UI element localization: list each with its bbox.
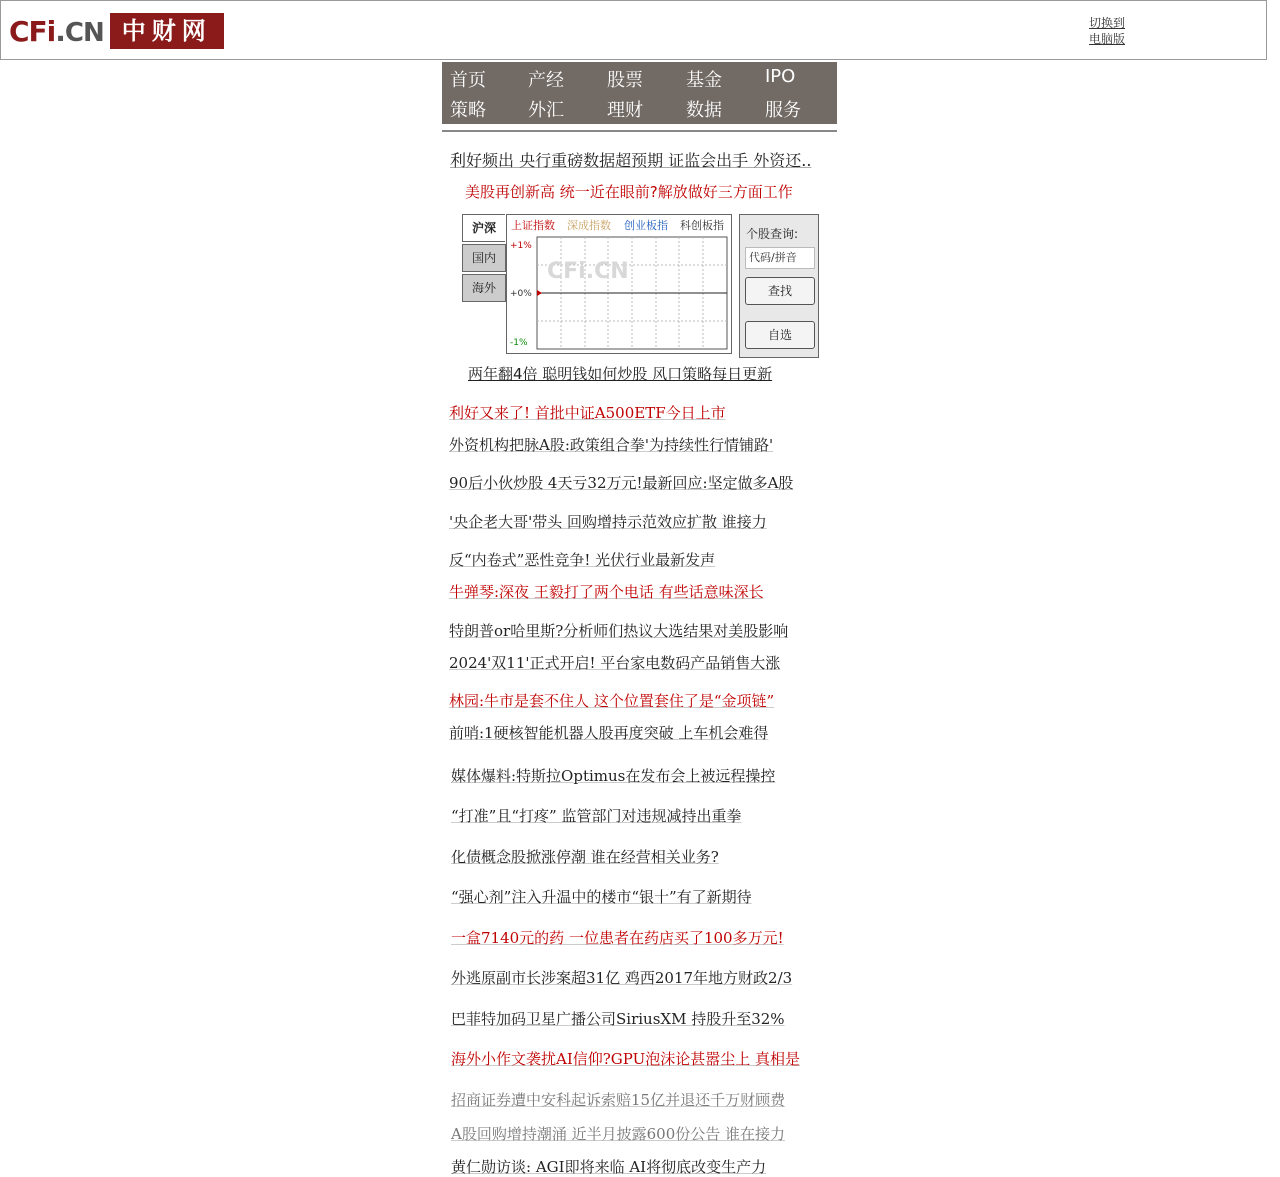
news-item[interactable]: 化债概念股掀涨停潮 谁在经营相关业务? xyxy=(451,848,719,866)
logo-cn: 中财网 xyxy=(110,13,224,49)
stock-query-panel xyxy=(739,214,819,358)
index-chinext-tab[interactable]: 创业板指 xyxy=(624,219,668,232)
headline2-link[interactable]: 美股再创新高 统一近在眼前?解放做好三方面工作 xyxy=(465,183,793,201)
news-item[interactable]: “强心剂”注入升温中的楼市“银十”有了新期待 xyxy=(451,888,752,906)
news-item[interactable]: 牛弹琴:深夜 王毅打了两个电话 有些话意味深长 xyxy=(449,583,764,601)
nav-data[interactable]: 数据 xyxy=(686,100,722,121)
news-item[interactable]: 反“内卷式”恶性竞争! 光伏行业最新发声 xyxy=(449,551,716,569)
y-label-top: +1% xyxy=(510,241,532,251)
chart-plot xyxy=(507,215,731,353)
site-logo[interactable] xyxy=(9,13,224,49)
index-shanghai-tab[interactable]: 上证指数 xyxy=(511,219,555,232)
news-item[interactable]: “打准”且“打疼” 监管部门对违规减持出重拳 xyxy=(451,807,742,825)
nav-divider xyxy=(442,130,837,132)
news-item[interactable]: 2024'双11'正式开启! 平台家电数码产品销售大涨 xyxy=(449,654,781,672)
watchlist-button[interactable]: 自选 xyxy=(745,321,815,349)
logo-en: CFi.CN xyxy=(9,14,104,48)
headline-link[interactable]: 利好频出 央行重磅数据超预期 证监会出手 外资还.. xyxy=(450,151,812,170)
y-label-bottom: -1% xyxy=(510,338,528,348)
tab-domestic[interactable]: 国内 xyxy=(462,244,506,272)
nav-funds[interactable]: 基金 xyxy=(686,70,722,91)
news-item[interactable]: 黄仁勋访谈: AGI即将来临 AI将彻底改变生产力 xyxy=(451,1158,767,1176)
news-item[interactable]: 前哨:1硬核智能机器人股再度突破 上车机会难得 xyxy=(449,724,769,742)
nav-stocks[interactable]: 股票 xyxy=(607,70,643,91)
nav-wealth[interactable]: 理财 xyxy=(607,100,643,121)
news-item[interactable]: 媒体爆料:特斯拉Optimus在发布会上被远程操控 xyxy=(451,767,776,785)
query-label: 个股查询: xyxy=(746,227,799,241)
stock-search-input[interactable]: 代码/拼音 xyxy=(745,247,815,269)
news-item[interactable]: 90后小伙炒股 4天亏32万元!最新回应:坚定做多A股 xyxy=(449,474,794,492)
market-tabs xyxy=(462,214,506,304)
tab-overseas[interactable]: 海外 xyxy=(462,274,506,302)
switch-to-desktop-link[interactable]: 切换到 电脑版 xyxy=(1089,16,1126,46)
news-item[interactable]: 巴菲特加码卫星广播公司SiriusXM 持股升至32% xyxy=(451,1010,785,1028)
main-nav xyxy=(442,62,837,124)
news-item[interactable]: '央企老大哥'带头 回购增持示范效应扩散 谁接力 xyxy=(449,513,767,531)
nav-ipo[interactable]: IPO xyxy=(765,66,796,87)
search-button[interactable]: 查找 xyxy=(745,277,815,305)
nav-forex[interactable]: 外汇 xyxy=(528,100,564,121)
news-item[interactable]: 一盒7140元的药 一位患者在药店买了100多万元! xyxy=(451,929,784,947)
news-item[interactable]: 海外小作文袭扰AI信仰?GPU泡沫论甚嚣尘上 真相是 xyxy=(451,1050,801,1068)
tab-domestic-shsz[interactable]: 沪深 xyxy=(462,214,505,242)
index-star-tab[interactable]: 科创板指 xyxy=(680,219,724,232)
nav-services[interactable]: 服务 xyxy=(765,100,801,121)
news-item[interactable]: 林园:牛市是套不住人 这个位置套住了是“金项链” xyxy=(449,692,775,710)
index-shenzhen-tab[interactable]: 深成指数 xyxy=(567,219,611,232)
nav-home[interactable]: 首页 xyxy=(450,70,486,91)
news-item[interactable]: 外逃原副市长涉案超31亿 鸡西2017年地方财政2/3 xyxy=(451,969,793,987)
index-chart xyxy=(506,214,732,354)
news-item[interactable]: 特朗普or哈里斯?分析师们热议大选结果对美股影响 xyxy=(449,622,789,640)
nav-strategy[interactable]: 策略 xyxy=(450,100,486,121)
news-item[interactable]: 外资机构把脉A股:政策组合拳'为持续性行情铺路' xyxy=(449,436,774,454)
news-item[interactable]: 招商证券遭中安科起诉索赔15亿并退还千万财顾费 xyxy=(451,1091,786,1109)
promo-link[interactable]: 两年翻4倍 聪明钱如何炒股 风口策略每日更新 xyxy=(468,365,773,383)
chart-watermark: CFi.CN xyxy=(547,259,629,284)
y-label-mid: +0% xyxy=(510,289,532,299)
news-item[interactable]: A股回购增持潮涌 近半月披露600份公告 谁在接力 xyxy=(451,1125,786,1143)
news-item[interactable]: 利好又来了! 首批中证A500ETF今日上市 xyxy=(449,404,726,422)
nav-industry[interactable]: 产经 xyxy=(528,70,564,91)
top-bar xyxy=(0,0,1267,60)
